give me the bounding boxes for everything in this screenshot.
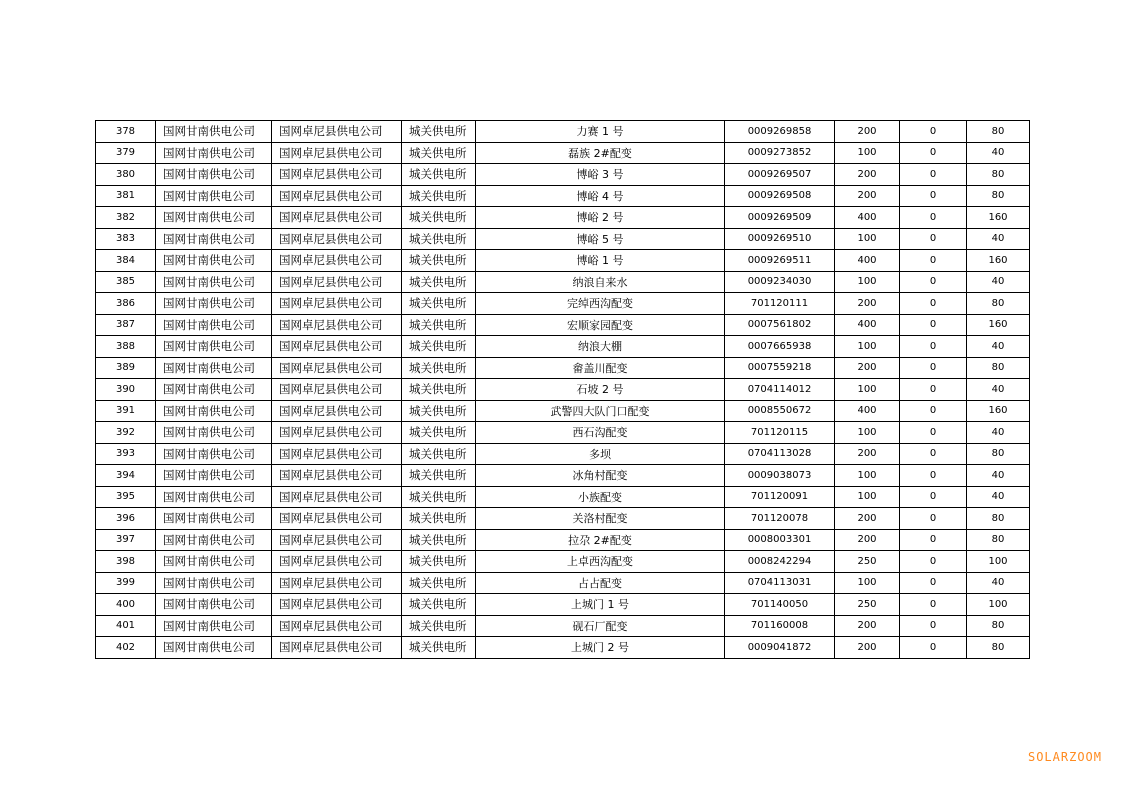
capacity-cell: 200 xyxy=(835,185,900,207)
station-cell: 城关供电所 xyxy=(402,357,476,379)
meter-id-cell: 701140050 xyxy=(725,594,835,616)
value-cell: 0 xyxy=(900,357,967,379)
capacity-cell: 200 xyxy=(835,508,900,530)
value-cell: 0 xyxy=(900,637,967,659)
row-number: 380 xyxy=(96,164,156,186)
meter-id-cell: 0007559218 xyxy=(725,357,835,379)
value-cell: 0 xyxy=(900,594,967,616)
station-cell: 城关供电所 xyxy=(402,637,476,659)
value-cell: 0 xyxy=(900,142,967,164)
company-cell: 国网甘南供电公司 xyxy=(156,336,272,358)
county-company-cell: 国网卓尼县供电公司 xyxy=(272,551,402,573)
company-cell: 国网甘南供电公司 xyxy=(156,228,272,250)
station-cell: 城关供电所 xyxy=(402,508,476,530)
row-number: 399 xyxy=(96,572,156,594)
station-cell: 城关供电所 xyxy=(402,228,476,250)
meter-id-cell: 701160008 xyxy=(725,615,835,637)
company-cell: 国网甘南供电公司 xyxy=(156,185,272,207)
value-cell: 0 xyxy=(900,465,967,487)
data-table xyxy=(95,120,1030,659)
county-company-cell: 国网卓尼县供电公司 xyxy=(272,400,402,422)
transformer-name-cell: 宏顺家园配变 xyxy=(476,314,725,336)
meter-id-cell: 0009269510 xyxy=(725,228,835,250)
company-cell: 国网甘南供电公司 xyxy=(156,422,272,444)
transformer-name-cell: 西石沟配变 xyxy=(476,422,725,444)
table-row xyxy=(96,314,1030,336)
station-cell: 城关供电所 xyxy=(402,465,476,487)
row-number: 388 xyxy=(96,336,156,358)
company-cell: 国网甘南供电公司 xyxy=(156,486,272,508)
value-cell: 0 xyxy=(900,422,967,444)
table-row xyxy=(96,529,1030,551)
company-cell: 国网甘南供电公司 xyxy=(156,572,272,594)
county-company-cell: 国网卓尼县供电公司 xyxy=(272,314,402,336)
rated-value-cell: 160 xyxy=(967,400,1030,422)
row-number: 378 xyxy=(96,121,156,143)
row-number: 394 xyxy=(96,465,156,487)
county-company-cell: 国网卓尼县供电公司 xyxy=(272,422,402,444)
capacity-cell: 200 xyxy=(835,164,900,186)
county-company-cell: 国网卓尼县供电公司 xyxy=(272,164,402,186)
meter-id-cell: 0704113028 xyxy=(725,443,835,465)
value-cell: 0 xyxy=(900,379,967,401)
rated-value-cell: 80 xyxy=(967,164,1030,186)
meter-id-cell: 0009269511 xyxy=(725,250,835,272)
rated-value-cell: 80 xyxy=(967,529,1030,551)
capacity-cell: 100 xyxy=(835,228,900,250)
row-number: 396 xyxy=(96,508,156,530)
capacity-cell: 100 xyxy=(835,142,900,164)
table-row xyxy=(96,615,1030,637)
row-number: 390 xyxy=(96,379,156,401)
meter-id-cell: 701120078 xyxy=(725,508,835,530)
solarzoom-watermark: SOLARZOOM xyxy=(1027,750,1102,764)
meter-id-cell: 0704113031 xyxy=(725,572,835,594)
rated-value-cell: 100 xyxy=(967,551,1030,573)
rated-value-cell: 160 xyxy=(967,250,1030,272)
row-number: 400 xyxy=(96,594,156,616)
rated-value-cell: 80 xyxy=(967,121,1030,143)
capacity-cell: 250 xyxy=(835,551,900,573)
rated-value-cell: 100 xyxy=(967,594,1030,616)
row-number: 389 xyxy=(96,357,156,379)
capacity-cell: 400 xyxy=(835,400,900,422)
transformer-name-cell: 畲盖川配变 xyxy=(476,357,725,379)
company-cell: 国网甘南供电公司 xyxy=(156,379,272,401)
table-row xyxy=(96,508,1030,530)
table-row xyxy=(96,336,1030,358)
transformer-name-cell: 多坝 xyxy=(476,443,725,465)
transformer-name-cell: 纳浪自来水 xyxy=(476,271,725,293)
capacity-cell: 100 xyxy=(835,465,900,487)
table-row xyxy=(96,271,1030,293)
value-cell: 0 xyxy=(900,228,967,250)
county-company-cell: 国网卓尼县供电公司 xyxy=(272,465,402,487)
table-row xyxy=(96,164,1030,186)
capacity-cell: 200 xyxy=(835,637,900,659)
table-row xyxy=(96,465,1030,487)
table-row xyxy=(96,637,1030,659)
rated-value-cell: 40 xyxy=(967,228,1030,250)
table-row xyxy=(96,572,1030,594)
transformer-name-cell: 博峪 1 号 xyxy=(476,250,725,272)
row-number: 387 xyxy=(96,314,156,336)
transformer-name-cell: 博峪 4 号 xyxy=(476,185,725,207)
value-cell: 0 xyxy=(900,400,967,422)
station-cell: 城关供电所 xyxy=(402,379,476,401)
value-cell: 0 xyxy=(900,293,967,315)
company-cell: 国网甘南供电公司 xyxy=(156,293,272,315)
row-number: 395 xyxy=(96,486,156,508)
capacity-cell: 200 xyxy=(835,121,900,143)
rated-value-cell: 40 xyxy=(967,422,1030,444)
county-company-cell: 国网卓尼县供电公司 xyxy=(272,293,402,315)
county-company-cell: 国网卓尼县供电公司 xyxy=(272,637,402,659)
value-cell: 0 xyxy=(900,250,967,272)
capacity-cell: 400 xyxy=(835,314,900,336)
capacity-cell: 250 xyxy=(835,594,900,616)
row-number: 397 xyxy=(96,529,156,551)
value-cell: 0 xyxy=(900,336,967,358)
meter-id-cell: 0009234030 xyxy=(725,271,835,293)
rated-value-cell: 40 xyxy=(967,465,1030,487)
transformer-name-cell: 砚石厂配变 xyxy=(476,615,725,637)
county-company-cell: 国网卓尼县供电公司 xyxy=(272,207,402,229)
county-company-cell: 国网卓尼县供电公司 xyxy=(272,271,402,293)
transformer-name-cell: 磊族 2#配变 xyxy=(476,142,725,164)
value-cell: 0 xyxy=(900,185,967,207)
rated-value-cell: 80 xyxy=(967,615,1030,637)
rated-value-cell: 80 xyxy=(967,637,1030,659)
table-row xyxy=(96,142,1030,164)
station-cell: 城关供电所 xyxy=(402,185,476,207)
transformer-name-cell: 武警四大队门口配变 xyxy=(476,400,725,422)
capacity-cell: 200 xyxy=(835,293,900,315)
county-company-cell: 国网卓尼县供电公司 xyxy=(272,379,402,401)
meter-id-cell: 701120091 xyxy=(725,486,835,508)
capacity-cell: 400 xyxy=(835,250,900,272)
transformer-name-cell: 冰角村配变 xyxy=(476,465,725,487)
rated-value-cell: 80 xyxy=(967,357,1030,379)
value-cell: 0 xyxy=(900,572,967,594)
transformer-name-cell: 博峪 2 号 xyxy=(476,207,725,229)
rated-value-cell: 80 xyxy=(967,293,1030,315)
meter-id-cell: 0008550672 xyxy=(725,400,835,422)
station-cell: 城关供电所 xyxy=(402,443,476,465)
row-number: 379 xyxy=(96,142,156,164)
value-cell: 0 xyxy=(900,486,967,508)
station-cell: 城关供电所 xyxy=(402,486,476,508)
meter-id-cell: 0009269507 xyxy=(725,164,835,186)
company-cell: 国网甘南供电公司 xyxy=(156,637,272,659)
rated-value-cell: 40 xyxy=(967,379,1030,401)
value-cell: 0 xyxy=(900,271,967,293)
county-company-cell: 国网卓尼县供电公司 xyxy=(272,508,402,530)
transformer-name-cell: 拉尕 2#配变 xyxy=(476,529,725,551)
company-cell: 国网甘南供电公司 xyxy=(156,207,272,229)
transformer-name-cell: 占占配变 xyxy=(476,572,725,594)
row-number: 382 xyxy=(96,207,156,229)
company-cell: 国网甘南供电公司 xyxy=(156,443,272,465)
rated-value-cell: 40 xyxy=(967,486,1030,508)
rated-value-cell: 80 xyxy=(967,185,1030,207)
station-cell: 城关供电所 xyxy=(402,250,476,272)
station-cell: 城关供电所 xyxy=(402,271,476,293)
capacity-cell: 200 xyxy=(835,443,900,465)
value-cell: 0 xyxy=(900,207,967,229)
station-cell: 城关供电所 xyxy=(402,336,476,358)
value-cell: 0 xyxy=(900,615,967,637)
row-number: 393 xyxy=(96,443,156,465)
meter-id-cell: 0009038073 xyxy=(725,465,835,487)
capacity-cell: 100 xyxy=(835,422,900,444)
county-company-cell: 国网卓尼县供电公司 xyxy=(272,142,402,164)
county-company-cell: 国网卓尼县供电公司 xyxy=(272,529,402,551)
transformer-name-cell: 上卓西沟配变 xyxy=(476,551,725,573)
company-cell: 国网甘南供电公司 xyxy=(156,594,272,616)
company-cell: 国网甘南供电公司 xyxy=(156,615,272,637)
rated-value-cell: 160 xyxy=(967,314,1030,336)
table-row xyxy=(96,594,1030,616)
county-company-cell: 国网卓尼县供电公司 xyxy=(272,336,402,358)
company-cell: 国网甘南供电公司 xyxy=(156,314,272,336)
county-company-cell: 国网卓尼县供电公司 xyxy=(272,121,402,143)
table-row xyxy=(96,486,1030,508)
transformer-name-cell: 小族配变 xyxy=(476,486,725,508)
meter-id-cell: 0008242294 xyxy=(725,551,835,573)
company-cell: 国网甘南供电公司 xyxy=(156,271,272,293)
table-row xyxy=(96,228,1030,250)
table-row xyxy=(96,121,1030,143)
meter-id-cell: 0009269508 xyxy=(725,185,835,207)
company-cell: 国网甘南供电公司 xyxy=(156,465,272,487)
value-cell: 0 xyxy=(900,443,967,465)
meter-id-cell: 0007665938 xyxy=(725,336,835,358)
row-number: 391 xyxy=(96,400,156,422)
table-row xyxy=(96,443,1030,465)
station-cell: 城关供电所 xyxy=(402,422,476,444)
meter-id-cell: 0008003301 xyxy=(725,529,835,551)
table-row xyxy=(96,185,1030,207)
capacity-cell: 200 xyxy=(835,529,900,551)
value-cell: 0 xyxy=(900,529,967,551)
meter-id-cell: 0009269509 xyxy=(725,207,835,229)
station-cell: 城关供电所 xyxy=(402,400,476,422)
capacity-cell: 400 xyxy=(835,207,900,229)
station-cell: 城关供电所 xyxy=(402,615,476,637)
table-body xyxy=(96,121,1030,659)
station-cell: 城关供电所 xyxy=(402,551,476,573)
transformer-name-cell: 上城门 1 号 xyxy=(476,594,725,616)
company-cell: 国网甘南供电公司 xyxy=(156,357,272,379)
table-row xyxy=(96,293,1030,315)
county-company-cell: 国网卓尼县供电公司 xyxy=(272,357,402,379)
company-cell: 国网甘南供电公司 xyxy=(156,508,272,530)
table-row xyxy=(96,250,1030,272)
value-cell: 0 xyxy=(900,508,967,530)
station-cell: 城关供电所 xyxy=(402,207,476,229)
table-row xyxy=(96,400,1030,422)
station-cell: 城关供电所 xyxy=(402,142,476,164)
meter-id-cell: 701120111 xyxy=(725,293,835,315)
row-number: 386 xyxy=(96,293,156,315)
station-cell: 城关供电所 xyxy=(402,594,476,616)
value-cell: 0 xyxy=(900,121,967,143)
county-company-cell: 国网卓尼县供电公司 xyxy=(272,572,402,594)
meter-id-cell: 701120115 xyxy=(725,422,835,444)
capacity-cell: 100 xyxy=(835,336,900,358)
row-number: 398 xyxy=(96,551,156,573)
row-number: 392 xyxy=(96,422,156,444)
table-row xyxy=(96,379,1030,401)
company-cell: 国网甘南供电公司 xyxy=(156,400,272,422)
table-row xyxy=(96,207,1030,229)
meter-id-cell: 0704114012 xyxy=(725,379,835,401)
rated-value-cell: 40 xyxy=(967,271,1030,293)
company-cell: 国网甘南供电公司 xyxy=(156,529,272,551)
row-number: 402 xyxy=(96,637,156,659)
transformer-name-cell: 力赛 1 号 xyxy=(476,121,725,143)
station-cell: 城关供电所 xyxy=(402,529,476,551)
rated-value-cell: 80 xyxy=(967,508,1030,530)
station-cell: 城关供电所 xyxy=(402,293,476,315)
transformer-name-cell: 博峪 3 号 xyxy=(476,164,725,186)
row-number: 384 xyxy=(96,250,156,272)
county-company-cell: 国网卓尼县供电公司 xyxy=(272,250,402,272)
station-cell: 城关供电所 xyxy=(402,314,476,336)
value-cell: 0 xyxy=(900,551,967,573)
meter-id-cell: 0009041872 xyxy=(725,637,835,659)
transformer-name-cell: 关洛村配变 xyxy=(476,508,725,530)
rated-value-cell: 40 xyxy=(967,572,1030,594)
table-row xyxy=(96,551,1030,573)
capacity-cell: 100 xyxy=(835,486,900,508)
rated-value-cell: 40 xyxy=(967,142,1030,164)
county-company-cell: 国网卓尼县供电公司 xyxy=(272,228,402,250)
rated-value-cell: 80 xyxy=(967,443,1030,465)
transformer-name-cell: 上城门 2 号 xyxy=(476,637,725,659)
transformer-name-cell: 石坡 2 号 xyxy=(476,379,725,401)
value-cell: 0 xyxy=(900,314,967,336)
county-company-cell: 国网卓尼县供电公司 xyxy=(272,185,402,207)
county-company-cell: 国网卓尼县供电公司 xyxy=(272,486,402,508)
capacity-cell: 100 xyxy=(835,572,900,594)
meter-id-cell: 0007561802 xyxy=(725,314,835,336)
station-cell: 城关供电所 xyxy=(402,572,476,594)
value-cell: 0 xyxy=(900,164,967,186)
capacity-cell: 100 xyxy=(835,379,900,401)
row-number: 401 xyxy=(96,615,156,637)
rated-value-cell: 40 xyxy=(967,336,1030,358)
table-row xyxy=(96,422,1030,444)
meter-id-cell: 0009273852 xyxy=(725,142,835,164)
row-number: 383 xyxy=(96,228,156,250)
county-company-cell: 国网卓尼县供电公司 xyxy=(272,615,402,637)
meter-id-cell: 0009269858 xyxy=(725,121,835,143)
transformer-name-cell: 完绰西沟配变 xyxy=(476,293,725,315)
transformer-name-cell: 纳浪大棚 xyxy=(476,336,725,358)
transformer-name-cell: 博峪 5 号 xyxy=(476,228,725,250)
company-cell: 国网甘南供电公司 xyxy=(156,142,272,164)
station-cell: 城关供电所 xyxy=(402,121,476,143)
capacity-cell: 200 xyxy=(835,357,900,379)
table-row xyxy=(96,357,1030,379)
company-cell: 国网甘南供电公司 xyxy=(156,164,272,186)
capacity-cell: 200 xyxy=(835,615,900,637)
county-company-cell: 国网卓尼县供电公司 xyxy=(272,443,402,465)
capacity-cell: 100 xyxy=(835,271,900,293)
company-cell: 国网甘南供电公司 xyxy=(156,250,272,272)
county-company-cell: 国网卓尼县供电公司 xyxy=(272,594,402,616)
rated-value-cell: 160 xyxy=(967,207,1030,229)
row-number: 381 xyxy=(96,185,156,207)
station-cell: 城关供电所 xyxy=(402,164,476,186)
company-cell: 国网甘南供电公司 xyxy=(156,121,272,143)
company-cell: 国网甘南供电公司 xyxy=(156,551,272,573)
row-number: 385 xyxy=(96,271,156,293)
